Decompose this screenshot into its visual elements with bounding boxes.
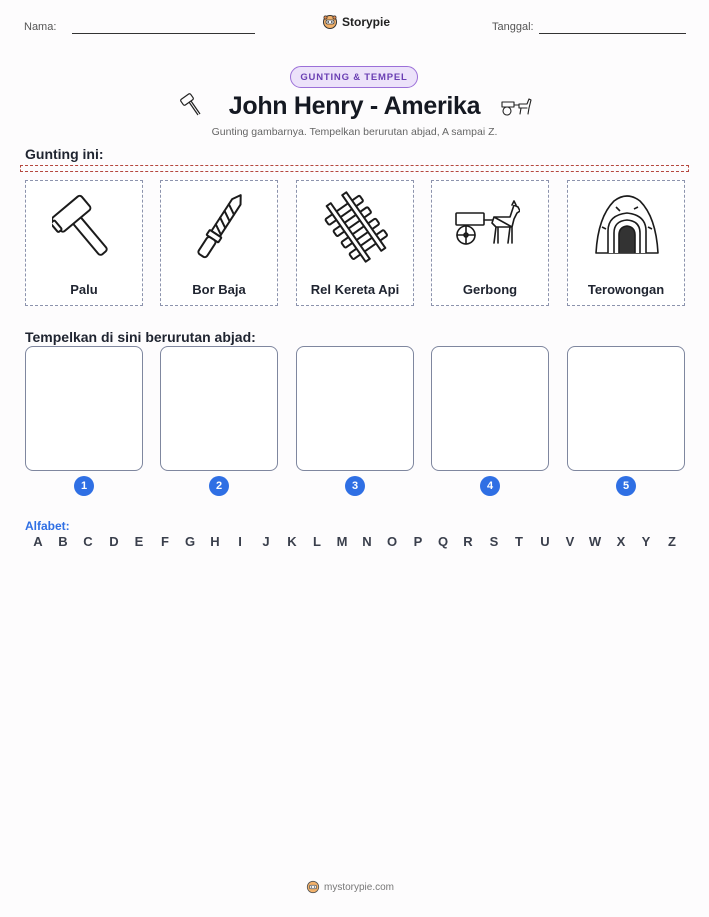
alphabet-row bbox=[25, 534, 685, 550]
alphabet-letter: J bbox=[262, 534, 270, 549]
footer-url[interactable]: mystorypie.com bbox=[324, 881, 395, 893]
alphabet-letter: D bbox=[109, 534, 119, 549]
paste-heading: Tempelkan di sini berurutan abjad: bbox=[25, 329, 256, 345]
alphabet-letter: P bbox=[413, 534, 423, 549]
alphabet-letter: Y bbox=[641, 534, 651, 549]
alphabet-letter: I bbox=[238, 534, 242, 549]
date-label: Tanggal: bbox=[492, 21, 534, 33]
alphabet-letter: X bbox=[616, 534, 626, 549]
paste-slot-2[interactable] bbox=[160, 346, 278, 471]
paste-slot-1[interactable] bbox=[25, 346, 143, 471]
card-label: Gerbong bbox=[462, 282, 518, 297]
alphabet-letter: E bbox=[134, 534, 144, 549]
wagon-decoration-icon bbox=[501, 94, 533, 118]
activity-badge: GUNTING & TEMPEL bbox=[290, 66, 418, 88]
alphabet-letter: N bbox=[362, 534, 372, 549]
instructions: Gunting gambarnya. Tempelkan berurutan abjad, A sampai Z. bbox=[211, 126, 498, 138]
slot-number-5: 5 bbox=[616, 476, 636, 496]
alphabet-letter: A bbox=[33, 534, 43, 549]
alphabet-letter: V bbox=[565, 534, 575, 549]
hammer-icon bbox=[52, 187, 118, 267]
railroad-track-icon bbox=[323, 187, 389, 267]
alphabet-letter: O bbox=[386, 534, 398, 549]
paste-slot-5[interactable] bbox=[567, 346, 685, 471]
card-label: Terowongan bbox=[587, 282, 665, 297]
alphabet-letter: H bbox=[210, 534, 220, 549]
storypie-mascot-icon bbox=[306, 880, 320, 894]
alphabet-letter: G bbox=[184, 534, 196, 549]
slot-number-2: 2 bbox=[209, 476, 229, 496]
alphabet-letter: W bbox=[588, 534, 602, 549]
alphabet-letter: F bbox=[161, 534, 169, 549]
alphabet-letter: Z bbox=[668, 534, 676, 549]
alphabet-letter: T bbox=[515, 534, 523, 549]
page-title: John Henry - Amerika bbox=[228, 92, 481, 120]
alphabet-letter: B bbox=[58, 534, 68, 549]
paste-slot-3[interactable] bbox=[296, 346, 414, 471]
slot-number-1: 1 bbox=[74, 476, 94, 496]
card-label: Palu bbox=[70, 282, 98, 297]
date-line[interactable] bbox=[539, 33, 686, 34]
slot-number-4: 4 bbox=[480, 476, 500, 496]
alphabet-letter: M bbox=[336, 534, 348, 549]
cut-card-gerbong[interactable] bbox=[431, 180, 549, 306]
name-line[interactable] bbox=[72, 33, 255, 34]
alphabet-letter: K bbox=[287, 534, 297, 549]
storypie-mascot-icon bbox=[322, 14, 338, 30]
cut-line bbox=[20, 165, 689, 172]
card-label: Rel Kereta Api bbox=[310, 282, 400, 297]
name-label: Nama: bbox=[24, 21, 57, 33]
alphabet-letter: L bbox=[313, 534, 321, 549]
paste-slot-4[interactable] bbox=[431, 346, 549, 471]
cut-card-terowongan[interactable] bbox=[567, 180, 685, 306]
cut-card-bor-baja[interactable] bbox=[160, 180, 278, 306]
brand-name: Storypie bbox=[342, 15, 391, 29]
cut-heading: Gunting ini: bbox=[25, 146, 104, 162]
cut-card-palu[interactable] bbox=[25, 180, 143, 306]
brand-logo bbox=[322, 14, 390, 30]
alphabet-letter: Q bbox=[437, 534, 449, 549]
alphabet-letter: S bbox=[489, 534, 499, 549]
steel-drill-icon bbox=[187, 187, 253, 267]
slot-number-3: 3 bbox=[345, 476, 365, 496]
alphabet-letter: U bbox=[540, 534, 550, 549]
tunnel-icon bbox=[594, 187, 660, 267]
cut-card-rel-kereta-api[interactable] bbox=[296, 180, 414, 306]
horse-wagon-icon bbox=[454, 187, 520, 267]
alphabet-letter: R bbox=[463, 534, 473, 549]
alphabet-letter: C bbox=[83, 534, 93, 549]
card-label: Bor Baja bbox=[192, 282, 246, 297]
footer bbox=[306, 880, 394, 894]
alphabet-title: Alfabet: bbox=[25, 519, 70, 533]
